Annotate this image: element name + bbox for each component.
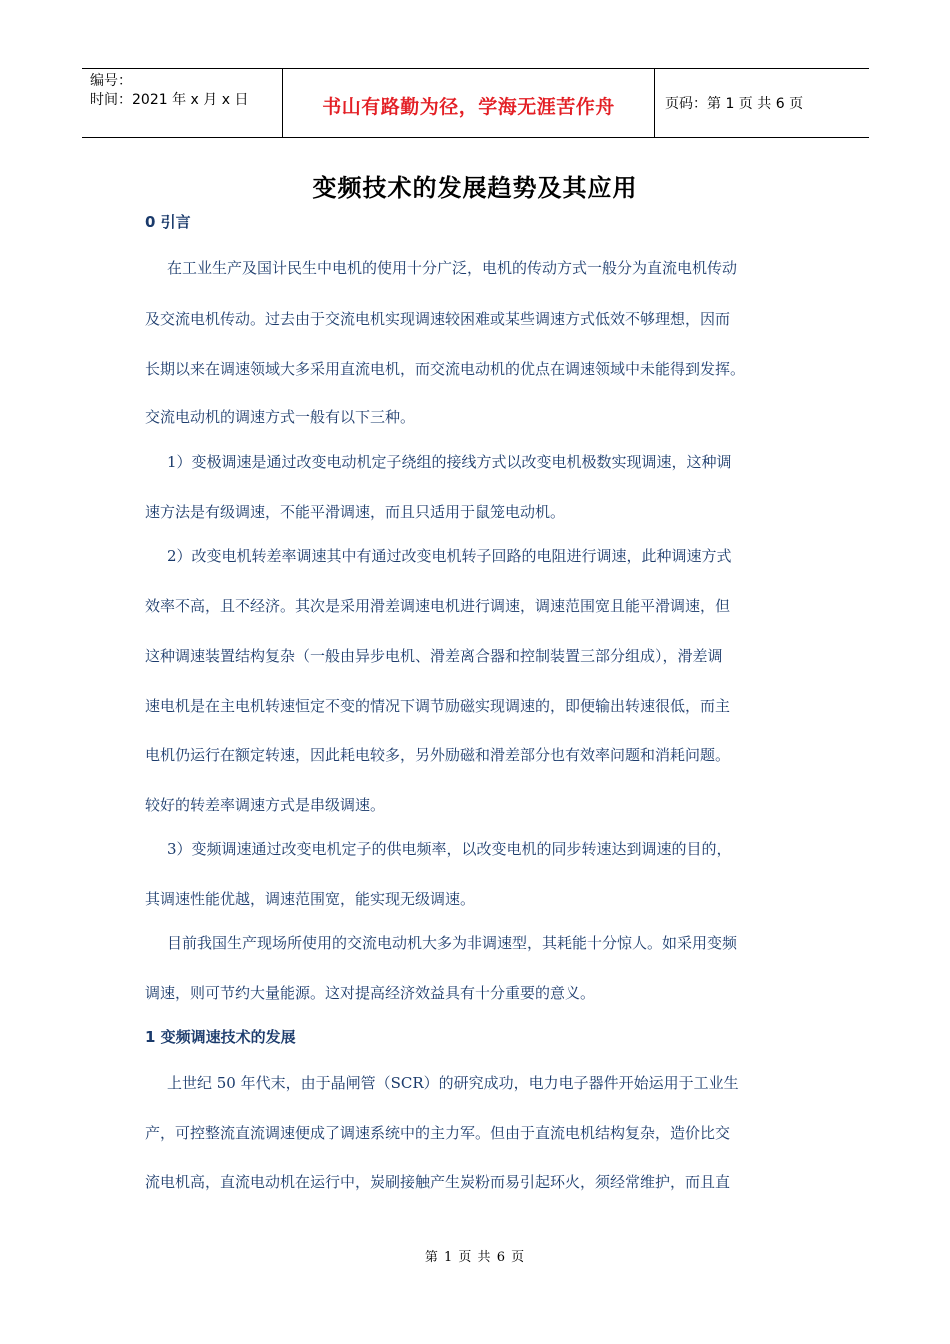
- header-motto: 书山有路勤为径，学海无涯苦作舟: [282, 69, 655, 137]
- paragraph-line: 效率不高，且不经济。其次是采用滑差调速电机进行调速，调速范围宽且能平滑调速，但: [145, 597, 731, 615]
- document-header: [82, 68, 869, 138]
- paragraph-line: 在工业生产及国计民生中电机的使用十分广泛，电机的传动方式一般分为直流电机传动: [167, 259, 738, 277]
- paragraph-line: 这种调速装置结构复杂（一般由异步电机、滑差离合器和控制装置三部分组成），滑差调: [145, 647, 723, 665]
- date-label: 时间：2021 年 x 月 x 日: [90, 92, 249, 108]
- paragraph-line: 目前我国生产现场所使用的交流电动机大多为非调速型，其耗能十分惊人。如采用变频: [167, 934, 738, 952]
- header-info-cell: [82, 69, 282, 137]
- section-heading-development: 1 变频调速技术的发展: [145, 1028, 296, 1046]
- page-footer: 第 1 页 共 6 页: [424, 1250, 526, 1265]
- paragraph-line: 及交流电机传动。过去由于交流电机实现调速较困难或某些调速方式低效不够理想，因而: [145, 310, 731, 328]
- paragraph-line: 较好的转差率调速方式是串级调速。: [145, 796, 386, 814]
- paragraph-line: 2）改变电机转差率调速其中有通过改变电机转子回路的电阻进行调速，此种调速方式: [167, 547, 732, 565]
- paragraph-line: 其调速性能优越，调速范围宽，能实现无级调速。: [145, 890, 476, 908]
- paragraph-line: 交流电动机的调速方式一般有以下三种。: [145, 408, 416, 426]
- paragraph-line: 流电机高，直流电动机在运行中，炭刷接触产生炭粉而易引起环火，须经常维护，而且直: [145, 1173, 731, 1191]
- number-label: 编号：: [90, 73, 132, 89]
- header-page-code: 页码：第 1 页 共 6 页: [665, 96, 804, 112]
- paragraph-line: 上世纪 50 年代末，由于晶闸管（SCR）的研究成功，电力电子器件开始运用于工业生: [167, 1074, 739, 1092]
- paragraph-line: 电机仍运行在额定转速，因此耗电较多，另外励磁和滑差部分也有效率问题和消耗问题。: [145, 746, 731, 764]
- section-heading-intro: 0 引言: [145, 213, 191, 231]
- paragraph-line: 产，可控整流直流调速便成了调速系统中的主力军。但由于直流电机结构复杂，造价比交: [145, 1124, 731, 1142]
- paragraph-line: 速方法是有级调速，不能平滑调速，而且只适用于鼠笼电动机。: [145, 503, 566, 521]
- paragraph-line: 3）变频调速通过改变电机定子的供电频率，以改变电机的同步转速达到调速的目的，: [167, 840, 732, 858]
- paragraph-line: 速电机是在主电机转速恒定不变的情况下调节励磁实现调速的，即便输出转速很低，而主: [145, 697, 731, 715]
- paragraph-line: 调速，则可节约大量能源。这对提高经济效益具有十分重要的意义。: [145, 984, 596, 1002]
- paragraph-line: 1）变极调速是通过改变电动机定子绕组的接线方式以改变电机极数实现调速，这种调: [167, 453, 732, 471]
- document-title: 变频技术的发展趋势及其应用: [312, 174, 638, 202]
- paragraph-line: 长期以来在调速领域大多采用直流电机，而交流电动机的优点在调速领域中未能得到发挥。: [145, 360, 746, 378]
